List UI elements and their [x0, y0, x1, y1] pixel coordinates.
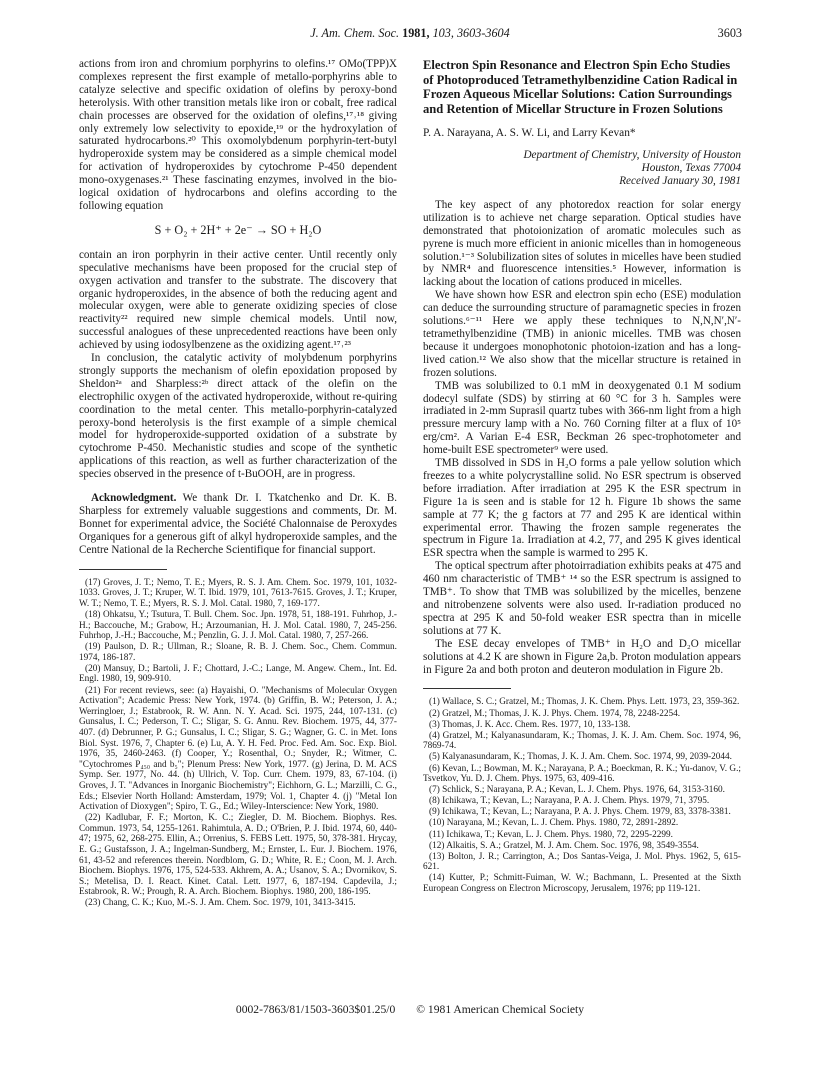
article-body	[423, 199, 741, 677]
reference-item: (11) Ichikawa, T.; Kevan, L. J. Chem. Phys. 1980, 72, 2295-2299.	[429, 829, 673, 840]
reference-item: (5) Kalyanasundaram, K.; Thomas, J. K. J. Am. Chem. Soc. 1974, 99, 2039-2044.	[429, 752, 732, 763]
reference-item: (12) Alkaitis, S. A.; Gratzel, M. J. Am. Chem. Soc. 1976, 98, 3549-3554.	[429, 840, 699, 851]
reference-item: (8) Ichikawa, T.; Kevan, L.; Narayana, P. A. J. Chem. Phys. 1979, 71, 3795.	[429, 796, 710, 807]
acknowledgment	[79, 492, 397, 557]
journal-citation	[78, 26, 742, 41]
reference-item: (22) Kadlubar, F. F.; Morton, K. C.; Ziegler, D. M. Biochem. Biophys. Res. Commun. 1973, 54, 1255-1261. Rahimtula, A. D.; O'Brien, P. J. Ibid. 1974, 60, 440-47; 1975, 62, 268-275. Ellin, A.; Orrenius, S. FEBS Lett. 1975, 50, 378-381. Hrycay, E. G.; Gustafsson, J. A.; Ingelman-Sundberg, M.; Ernster, L. Eur. J. Biochem. 1976, 61, 43-52 and references therein. Nordblom, G. D.; White, R. E.; Coon, M. J. Arch. Biochem. Biophys. 1976, 175, 524-533. Akhrem, A. A.; Usanov, S. A.; Dvornikov, S. S.; Metelisa, D. I. React. Kinet. Catal. Lett. 1977, 6, 187-194. Capdevila, J.; Estabrook, R. W.; Prough, R. A. Arch. Biochem. Biophys. 1980, 200, 186-195.	[79, 813, 397, 898]
reference-item: (7) Schlick, S.; Narayana, P. A.; Kevan, L. J. Chem. Phys. 1976, 64, 3153-3160.	[429, 785, 725, 796]
left-references	[79, 578, 397, 909]
reference-item: (13) Bolton, J. R.; Carrington, A.; Dos Santas-Veiga, J. Mol. Phys. 1962, 5, 615-621.	[423, 851, 741, 873]
reaction-equation: S + O₂ + 2H⁺ + 2e⁻ → SO + H₂O	[154, 222, 322, 237]
journal-year: 1981,	[402, 26, 430, 40]
left-column	[79, 58, 397, 910]
reference-item: (14) Kutter, P.; Schmitt-Fuiman, W. W.; Bachmann, L. Presented at the Sixth European Congress on Electron Microscopy, Jerusalem, 1976; pp 119-121.	[423, 873, 741, 895]
reference-item: (6) Kevan, L.; Bowman, M. K.; Narayana, P. A.; Boeckman, R. K.; Yu-danov, V. G.; Tsvetkov, Yu. D. J. Chem. Phys. 1975, 63, 409-416.	[423, 763, 741, 785]
article-title: Electron Spin Resonance and Electron Spin Echo Studies of Photoproduced Tetramethylbenzidine Cation Radical in Frozen Aqueous Micellar Solutions: Cation Surroundings and Retention of Micellar Structure in Frozen Solutions	[423, 58, 738, 116]
paragraph: The ESE decay envelopes of TMB⁺ in H₂O and D₂O micellar solutions at 4.2 K are shown in Figure 2a,b. Proton modulation appears in Figure 2a and both proton and deuteron modulation in Figure 2b.	[423, 637, 741, 676]
paragraph: The optical spectrum after photoirradiation exhibits peaks at 475 and 460 nm characteristic of TMB⁺ ¹⁴ so the ESR spectrum is assigned to TMB⁺. To show that TMB was solubilized by the micelles, benzene and nitrobenzene solvents were also used. Ir-radiation produced no spectra at 295 K and 50-fold weaker ESR spectra than in micelle solutions at 77 K.	[423, 560, 741, 637]
right-column	[423, 58, 741, 895]
paragraph: We have shown how ESR and electron spin echo (ESE) modulation can deduce the surrounding structure of paramagnetic species in frozen solutions.⁶⁻¹¹ Here we apply these techniques to N,N,N′,N′-tetramethylbenzidine (TMB) in anionic micelles. TMB was chosen because it undergoes monophotonic photoion-ization and has a long-lived cation.¹² We also show that the micellar structure is retained in frozen solutions.	[423, 289, 741, 379]
article-authors: P. A. Narayana, A. S. W. Li, and Larry Kevan*	[423, 127, 636, 139]
reference-item: (17) Groves, J. T.; Nemo, T. E.; Myers, R. S. J. Am. Chem. Soc. 1979, 101, 1032-1033. Groves, J. T.; Kruper, W. T. Ibid. 1979, 101, 7613-7615. Groves, J. T.; Kruper, W. T.; Nemo, T. E.; Myers, R. S. J. Mol. Catal. 1980, 7, 169-177.	[79, 577, 397, 609]
copyright-notice: © 1981 American Chemical Society	[416, 1003, 585, 1016]
reference-item: (10) Narayana, M.; Kevan, L. J. Chem. Phys. 1980, 72, 2891-2892.	[429, 818, 679, 829]
reference-item: (3) Thomas, J. K. Acc. Chem. Res. 1977, 10, 133-138.	[429, 719, 631, 730]
reference-item: (21) For recent reviews, see: (a) Hayaishi, O. "Mechanisms of Molecular Oxygen Activation"; Academic Press: New York, 1974. (b) Griffin, B. W.; Peterson, J. A.; Werringloer, J.; Estabrook, R. W. Ann. N. Y. Acad. Sci. 1975, 244, 107-131. (c) Gunsalus, I. C.; Pederson, T. C.; Sligar, S. G. Annu. Rev. Biochem. 1975, 44, 377-407. (d) Debrunner, P. G.; Gunsalus, I. C.; Sligar, S. G.; Wagner, G. C. in Met. Ions Biol. Syst. 1976, 7, Chapter 6. (e) Lu, A. Y. H. Fed. Proc. Fed. Am. Soc. Exp. Biol. 1976, 35, 2460-2463. (f) Cooper, Y.; Rosenthal, O.; Snyder, R.; Witmer, C. "Cytochromes P₄₅₀ and b₅"; Plenum Press: New York, 1977. (g) Jerina, D. M. ACS Symp. Ser. 1977, No. 44. (h) Ullrich, V. Top. Curr. Chem. 1979, 83, 67-104. (i) Groves, J. T. "Advances in Inorganic Biochemistry"; Eichhorn, G. L.; Marzilli, C. G., Eds.; Elsevier North Holland: Amsterdam, 1979; Vol. 1, Chapter 4. (j) "Metal Ion Activation of Dioxygen"; Spiro, T. G., Ed.; Wiley-Interscience: New York, 1980.	[79, 685, 397, 813]
acknowledgment-text: We thank Dr. I. Tkatchenko and Dr. K. B. Sharpless for extremely valuable suggestions and comments, Dr. M. Bonnet for experimental advice, the Société Chalonnaise de Peroxydes Organiques for a generous gift of alkyl hydroperoxide samples, and the Centre National de la Recherche Scientifique for financial support.	[79, 492, 397, 556]
page-number: 3603	[717, 26, 742, 40]
running-header	[78, 26, 742, 42]
journal-name: J. Am. Chem. Soc.	[310, 26, 400, 40]
journal-pages: 3603-3604	[456, 26, 510, 40]
affiliation-city: Houston, Texas 77004	[641, 161, 741, 174]
journal-volume: 103,	[432, 26, 454, 40]
right-references	[423, 697, 741, 894]
paragraph: TMB dissolved in SDS in H₂O forms a pale yellow solution which freezes to a white polycrystalline solid. No ESR spectrum is observed before irradiation. After irradiation at 295 K the ESR spectrum in Figure 1a is seen and is stable for 12 h. Figure 1b shows the same sample at 77 K; the g factors at 77 and 295 K are identical within experimental error. Thawing the frozen sample regenerates the spectrum in Figure 1a. Irradiation at 4.2, 77, and 295 K gives identical ESR spectra when the sample is warmed to 295 K.	[423, 457, 741, 560]
page-footer	[0, 1003, 820, 1016]
author-affiliation	[423, 149, 741, 188]
footnote-divider	[423, 688, 511, 689]
affiliation-department: Department of Chemistry, University of Houston	[523, 148, 741, 161]
paragraph: TMB was solubilized to 0.1 mM in deoxygenated 0.1 M sodium dodecyl sulfate (SDS) by stirring at 60 °C for 3 h. Samples were irradiated in 2-mm Suprasil quartz tubes with 366-nm light from a high pressure mercury lamp with a No. 760 Corning filter at a flux of 10⁵ erg/cm². A Varian E-4 ESR, Beckman 26 spec-trophotometer and home-built ESE spectrometer⁹ were used.	[423, 379, 741, 457]
conclusion-paragraph: In conclusion, the catalytic activity of molybdenum porphyrins strongly supports the mechanism of olefin epoxidation proposed by Sheldon²ᵃ and Sharpless:²ᵇ direct attack of the olefin on the electrophilic oxygen of the activated hydroperoxide, without re-quiring coordination to the metal center. This metallo-porphyrin-catalyzed peroxy-bond heterolysis is the first example of a simple chemical model for hydroperoxide-supported oxidation of a substrate by cytochrome P-450. Mechanistic studies and scope of the synthetic applications of this reaction, as well as further characterization of the species observed in the presence of t-BuOOH, are in progress.	[79, 352, 397, 481]
paragraph: The key aspect of any photoredox reaction for solar energy utilization is to achieve net charge separation. Optical studies have demonstrated that photoionization of aromatic molecules such as pyrene is much more efficient in anionic micelles than in homogeneous solution.¹⁻³ Solubilization sites of solutes in micelles have been studied by NMR⁴ and fluorescence intensities.⁵ However, information is lacking about the location of cations produced in micelles.	[423, 198, 741, 289]
reference-item: (1) Wallace, S. C.; Gratzel, M.; Thomas, J. K. Chem. Phys. Lett. 1973, 23, 359-362.	[429, 697, 740, 708]
paragraph-continuation: actions from iron and chromium porphyrins to olefins.¹⁷ OMo(TPP)X complexes represent the first example of metallo-porphyrins able to catalyze selective and specific oxidation of olefins by peroxy-bond heterolysis. With other transition metals like iron or cobalt, free radical chain processes are observed for the oxidation of olefins,¹⁷˒¹⁸ giving only extremely low selectivity to epoxide,¹⁹ or the hydroxylation of saturated hydrocarbons.²⁰ This oxomolybdenum porphyrin-tert-butyl hydroperoxide system may be considered as a simple chemical model for activation of hydroperoxides by cytochrome P-450 dependent mono-oxygenases.²¹ These fascinating enzymes, involved in the bio-logical oxidation of hydrocarbons and olefins according to the following equation	[79, 58, 397, 212]
reference-item: (20) Mansuy, D.; Bartoli, J. F.; Chottard, J.-C.; Lange, M. Angew. Chem., Int. Ed. Engl. 1980, 19, 909-910.	[79, 663, 397, 685]
reference-item: (18) Ohkatsu, Y.; Tsutura, T. Bull. Chem. Soc. Jpn. 1978, 51, 188-191. Fuhrhop, J.-H.; Baccouche, M.; Grabow, H.; Arzoumanian, H. J. Mol. Catal. 1980, 7, 245-256. Fuhrhop, J.-H.; Baccouche, M.; Penzlin, G. J. J. Mol. Catal. 1980, 7, 257-266.	[79, 609, 397, 642]
reference-item: (23) Chang, C. K.; Kuo, M.-S. J. Am. Chem. Soc. 1979, 101, 3413-3415.	[85, 898, 356, 909]
reference-item: (4) Gratzel, M.; Kalyanasundaram, K.; Thomas, J. K. J. Am. Chem. Soc. 1974, 96, 7869-74.	[423, 730, 741, 752]
acknowledgment-label: Acknowledgment.	[91, 492, 177, 505]
footnote-divider	[79, 569, 167, 570]
price-code: 0002-7863/81/1503-3603$01.25/0	[235, 1003, 396, 1016]
reference-item: (9) Ichikawa, T.; Kevan, L.; Narayana, P. A. J. Phys. Chem. 1979, 83, 3378-3381.	[429, 807, 731, 818]
reference-item: (19) Paulson, D. R.; Ullman, R.; Sloane, R. B. J. Chem. Soc., Chem. Commun. 1974, 186-187.	[79, 642, 397, 663]
paragraph: contain an iron porphyrin in their active center. Until recently only speculative mechanisms have been proposed for the crucial step of oxygen activation and transfer to the substrate. The discovery that organic hydroperoxides, in the absence of both the reducing agent and molecular oxygen, were able to generate oxidizing species of close reactivity²² required new simple chemical models. Until now, successful analogues of these unprecedented reactions have been only achieved by using iodosylbenzene as the oxidizing agent.¹⁷˒²³	[79, 248, 397, 352]
received-date: Received January 30, 1981	[619, 174, 741, 187]
reference-item: (2) Gratzel, M.; Thomas, J. K. J. Phys. Chem. 1974, 78, 2248-2254.	[429, 708, 681, 719]
